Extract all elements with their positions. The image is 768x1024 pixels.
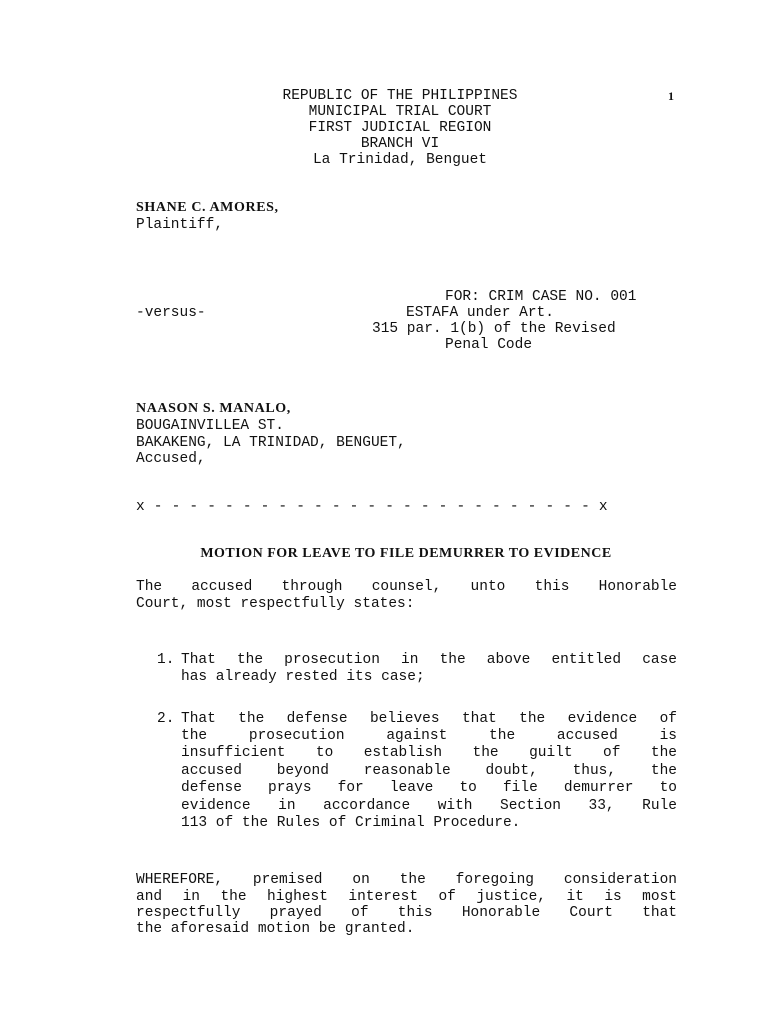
accused-address-street: BOUGAINVILLEA ST. <box>136 418 284 434</box>
accused-name: NAASON S. MANALO, <box>136 401 291 416</box>
wherefore-line-2: and in the highest interest of justice, it is most <box>136 889 677 905</box>
item-2-line-7: 113 of the Rules of Criminal Procedure. <box>181 815 521 831</box>
case-offense: ESTAFA under Art. <box>406 305 554 321</box>
motion-title: MOTION FOR LEAVE TO FILE DEMURRER TO EVIDENCE <box>200 546 612 561</box>
wherefore-line-1: WHEREFORE, premised on the foregoing consideration <box>136 872 677 888</box>
intro-line-2: Court, most respectfully states: <box>136 596 415 612</box>
item-2-line-3: insufficient to establish the guilt of the <box>181 745 677 761</box>
header-location: La Trinidad, Benguet <box>312 152 488 168</box>
item-1-line-1: That the prosecution in the above entitled case <box>181 652 677 668</box>
item-1-number: 1. <box>157 652 175 668</box>
header-court: MUNICIPAL TRIAL COURT <box>308 104 492 120</box>
header-branch: BRANCH VI <box>360 136 440 152</box>
plaintiff-role: Plaintiff, <box>136 217 224 233</box>
intro-line-1: The accused through counsel, unto this Honorable <box>136 579 677 595</box>
caption-separator: x - - - - - - - - - - - - - - - - - - - - - - - - - x <box>136 499 608 515</box>
accused-address-city: BAKAKENG, LA TRINIDAD, BENGUET, <box>136 435 406 451</box>
case-code: Penal Code <box>445 337 533 353</box>
wherefore-line-3: respectfully prayed of this Honorable Court that <box>136 905 677 921</box>
versus-label: -versus- <box>136 305 206 321</box>
item-2-line-1: That the defense believes that the evidence of <box>181 711 677 727</box>
page-number: 1 <box>668 89 674 103</box>
item-2-line-4: accused beyond reasonable doubt, thus, the <box>181 763 677 779</box>
accused-role: Accused, <box>136 451 206 467</box>
plaintiff-name: SHANE C. AMORES, <box>136 200 279 215</box>
case-number: FOR: CRIM CASE NO. 001 <box>445 289 637 305</box>
header-region: FIRST JUDICIAL REGION <box>308 120 492 136</box>
wherefore-line-4: the aforesaid motion be granted. <box>136 921 415 937</box>
case-article: 315 par. 1(b) of the Revised <box>372 321 616 337</box>
item-1-line-2: has already rested its case; <box>181 669 425 685</box>
item-2-line-2: the prosecution against the accused is <box>181 728 677 744</box>
header-republic: REPUBLIC OF THE PHILIPPINES <box>282 88 518 104</box>
item-2-number: 2. <box>157 711 175 727</box>
item-2-line-5: defense prays for leave to file demurrer to <box>181 780 677 796</box>
item-2-line-6: evidence in accordance with Section 33, Rule <box>181 798 677 814</box>
